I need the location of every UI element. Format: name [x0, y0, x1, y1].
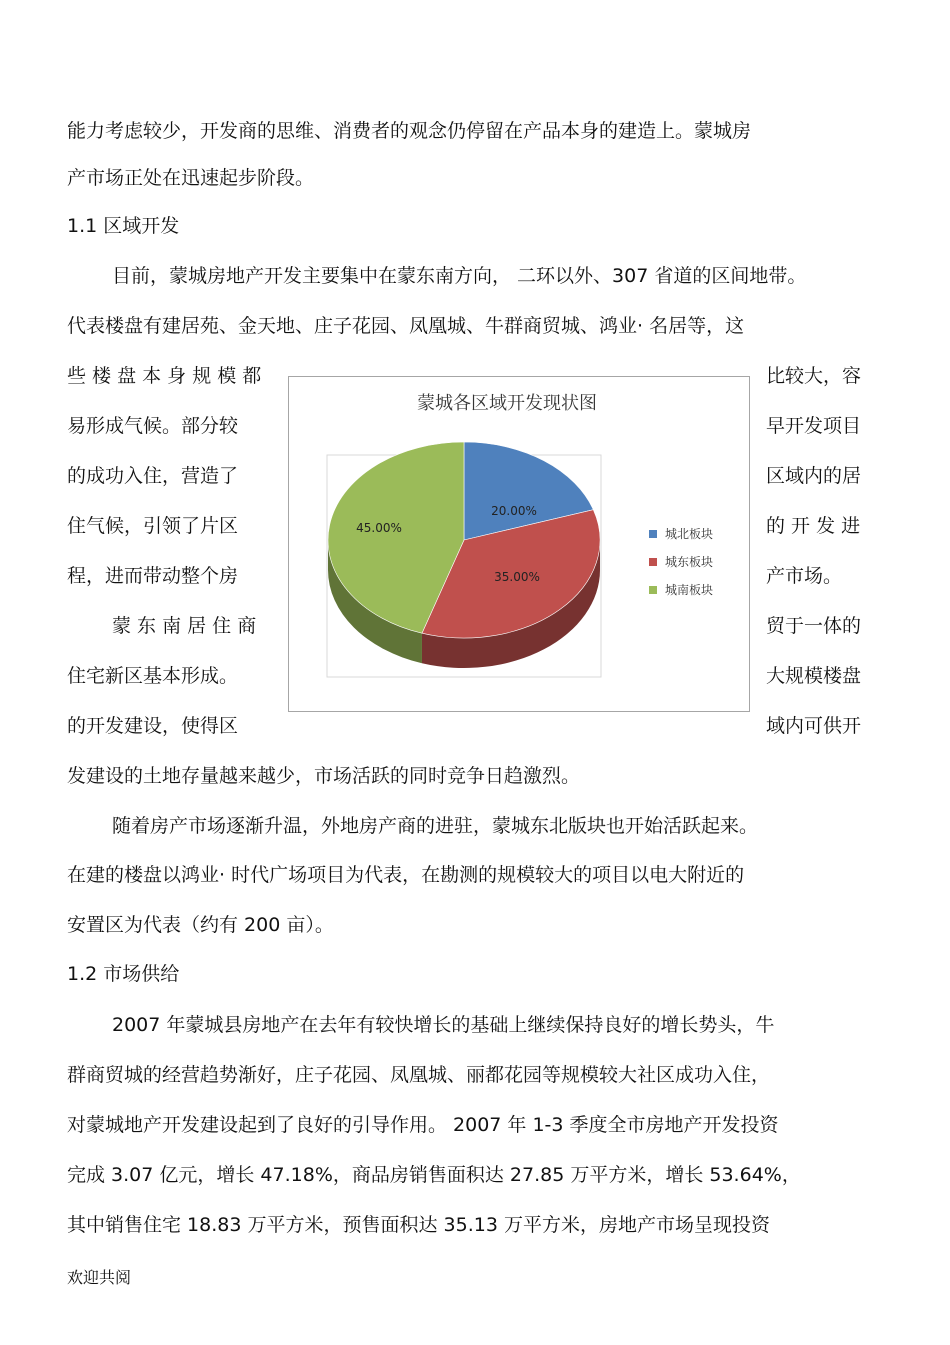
legend-swatch-2: [649, 586, 657, 594]
legend-label-0: 城北板块: [665, 527, 714, 541]
p1-line-1: 目前，蒙城房地产开发主要集中在蒙东南方向， 二环以外、307 省道的区间地带。: [112, 265, 807, 287]
wrap-left-3: 的成功入住，营造了: [67, 465, 239, 487]
p4-line-1: 2007 年蒙城县房地产在去年有较快增长的基础上继续保持良好的增长势头，牛: [112, 1014, 775, 1036]
wrap-right-1: 比较大，容: [766, 365, 862, 387]
wrap-left-4: 住气候，引领了片区: [67, 515, 239, 537]
wrap-left-5: 程，进而带动整个房: [67, 565, 239, 587]
section-heading-1-2: 1.2 市场供给: [67, 963, 180, 985]
p2-left-1: 蒙 东 南 居 住 商: [112, 615, 257, 637]
p2-right-1: 贸于一体的: [766, 615, 862, 637]
wrap-right-4: 的 开 发 进: [766, 515, 861, 537]
pie-chart-frame: [288, 376, 750, 712]
data-label-1: 35.00%: [494, 570, 540, 584]
intro-line-2: 产市场正处在迅速起步阶段。: [67, 167, 315, 189]
footer-text: 欢迎共阅: [67, 1268, 132, 1287]
intro-line-1: 能力考虑较少，开发商的思维、消费者的观念仍停留在产品本身的建造上。蒙城房: [67, 120, 752, 142]
p2-right-3: 域内可供开: [766, 715, 862, 737]
data-label-2: 45.00%: [356, 521, 402, 535]
p4-line-3: 对蒙城地产开发建设起到了良好的引导作用。 2007 年 1-3 季度全市房地产开发投资: [67, 1114, 779, 1136]
wrap-right-3: 区域内的居: [766, 465, 862, 487]
p2-left-3: 的开发建设，使得区: [67, 715, 239, 737]
p2-end: 发建设的土地存量越来越少，市场活跃的同时竞争日趋激烈。: [67, 765, 581, 787]
p3-line-2: 在建的楼盘以鸿业· 时代广场项目为代表，在勘测的规模较大的项目以电大附近的: [67, 864, 745, 886]
p1-line-2: 代表楼盘有建居苑、金天地、庄子花园、凤凰城、牛群商贸城、鸿业· 名居等，这: [67, 315, 745, 337]
p3-line-1: 随着房产市场逐渐升温，外地房产商的进驻，蒙城东北版块也开始活跃起来。: [112, 815, 759, 837]
legend-swatch-1: [649, 558, 657, 566]
p4-line-4: 完成 3.07 亿元，增长 47.18%，商品房销售面积达 27.85 万平方米，增长 53.64%，: [67, 1164, 801, 1186]
p4-line-5: 其中销售住宅 18.83 万平方米，预售面积达 35.13 万平方米，房地产市场呈现投资: [67, 1214, 770, 1236]
legend-label-1: 城东板块: [665, 555, 714, 569]
legend-swatch-0: [649, 530, 657, 538]
wrap-right-5: 产市场。: [766, 565, 843, 587]
wrap-left-1: 些 楼 盘 本 身 规 模 都: [67, 365, 262, 387]
p2-left-2: 住宅新区基本形成。: [67, 665, 239, 687]
wrap-right-2: 早开发项目: [766, 415, 862, 437]
p2-right-2: 大规模楼盘: [766, 665, 862, 687]
data-label-0: 20.00%: [491, 504, 537, 518]
section-heading-1-1: 1.1 区域开发: [67, 215, 180, 237]
legend-label-2: 城南板块: [665, 583, 714, 597]
chart-title: 蒙城各区域开发现状图: [417, 393, 597, 414]
pie-chart: [289, 377, 749, 711]
p3-line-3: 安置区为代表（约有 200 亩）。: [67, 914, 334, 936]
p4-line-2: 群商贸城的经营趋势渐好，庄子花园、凤凰城、丽都花园等规模较大社区成功入住，: [67, 1064, 771, 1086]
wrap-left-2: 易形成气候。部分较: [67, 415, 239, 437]
